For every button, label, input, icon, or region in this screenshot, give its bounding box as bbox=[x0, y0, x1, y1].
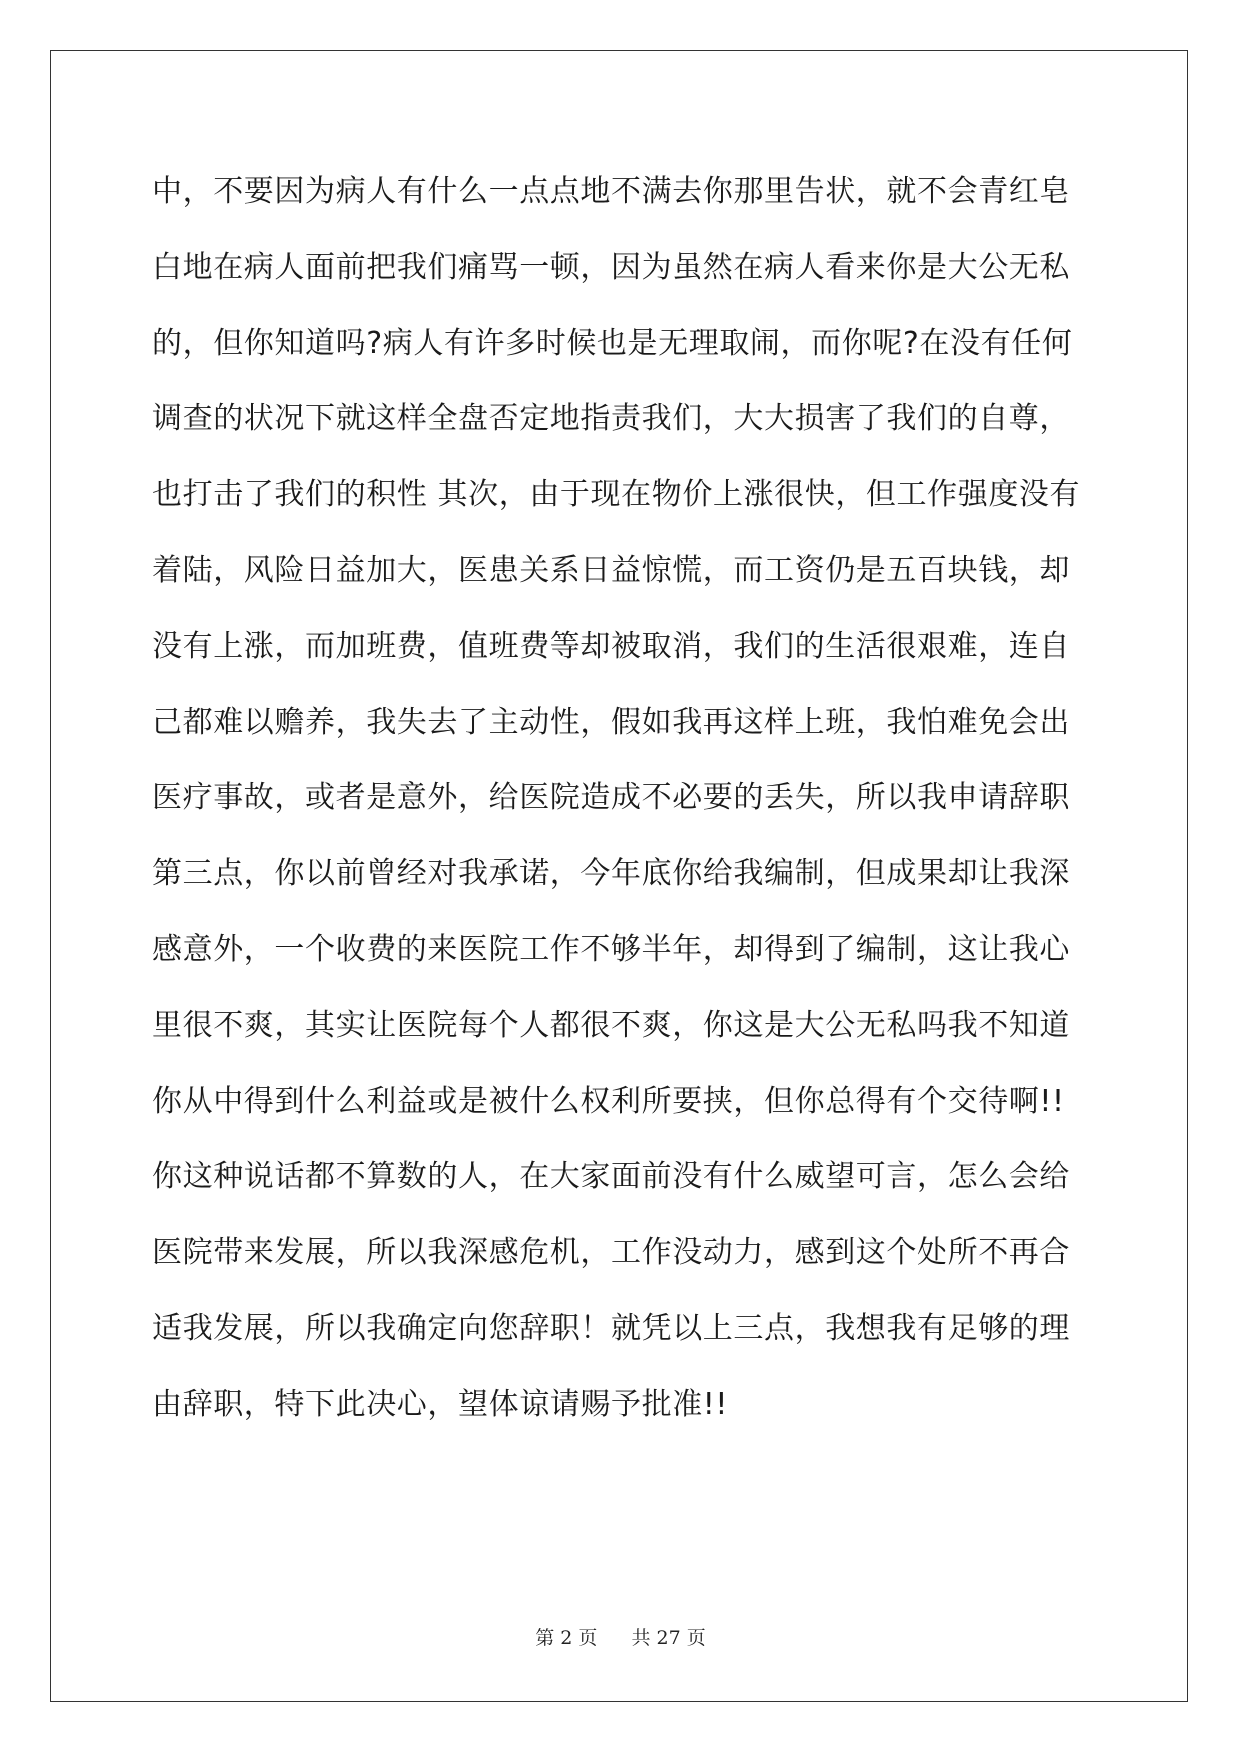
document-body bbox=[152, 165, 1092, 1454]
text-line: 你这种说话都不算数的人，在大家面前没有什么威望可言，怎么会给 bbox=[152, 1159, 1070, 1195]
text-line: 医院带来发展，所以我深感危机，工作没动力，感到这个处所不再合 bbox=[152, 1235, 1070, 1271]
text-line: 你从中得到什么利益或是被什么权利所要挟，但你总得有个交待啊!! bbox=[152, 1083, 1065, 1119]
text-line: 着陆，风险日益加大，医患关系日益惊慌，而工资仍是五百块钱，却 bbox=[152, 552, 1070, 588]
page-count: 共 27 页 bbox=[631, 1627, 706, 1649]
text-line: 己都难以赡养，我失去了主动性，假如我再这样上班，我怕难免会出 bbox=[152, 704, 1070, 740]
text-line: 感意外，一个收费的来医院工作不够半年，却得到了编制，这让我心 bbox=[152, 931, 1070, 967]
text-line: 也打击了我们的积性 其次，由于现在物价上涨很快，但工作强度没有 bbox=[152, 477, 1081, 513]
text-line: 没有上涨，而加班费，值班费等却被取消，我们的生活很艰难，连自 bbox=[152, 628, 1070, 664]
text-line: 调查的状况下就这样全盘否定地指责我们，大大损害了我们的自尊， bbox=[152, 401, 1070, 437]
text-line: 由辞职，特下此决心，望体谅请赐予批准!! bbox=[152, 1386, 729, 1422]
text-line: 中，不要因为病人有什么一点点地不满去你那里告状，就不会青红皂 bbox=[152, 174, 1070, 209]
text-line: 第三点，你以前曾经对我承诺，今年底你给我编制，但成果却让我深 bbox=[152, 856, 1070, 892]
text-line: 白地在病人面前把我们痛骂一顿，因为虽然在病人看来你是大公无私 bbox=[152, 249, 1070, 285]
text-line: 适我发展，所以我确定向您辞职！就凭以上三点，我想我有足够的理 bbox=[152, 1310, 1070, 1346]
text-line: 里很不爽，其实让医院每个人都很不爽，你这是大公无私吗我不知道 bbox=[152, 1007, 1070, 1043]
text-line: 医疗事故，或者是意外，给医院造成不必要的丢失，所以我申请辞职 bbox=[152, 780, 1070, 816]
text-line: 的，但你知道吗?病人有许多时候也是无理取闹，而你呢?在没有任何 bbox=[152, 325, 1073, 361]
page-number: 第 2 页 bbox=[535, 1627, 598, 1649]
page-footer bbox=[0, 1623, 1241, 1650]
